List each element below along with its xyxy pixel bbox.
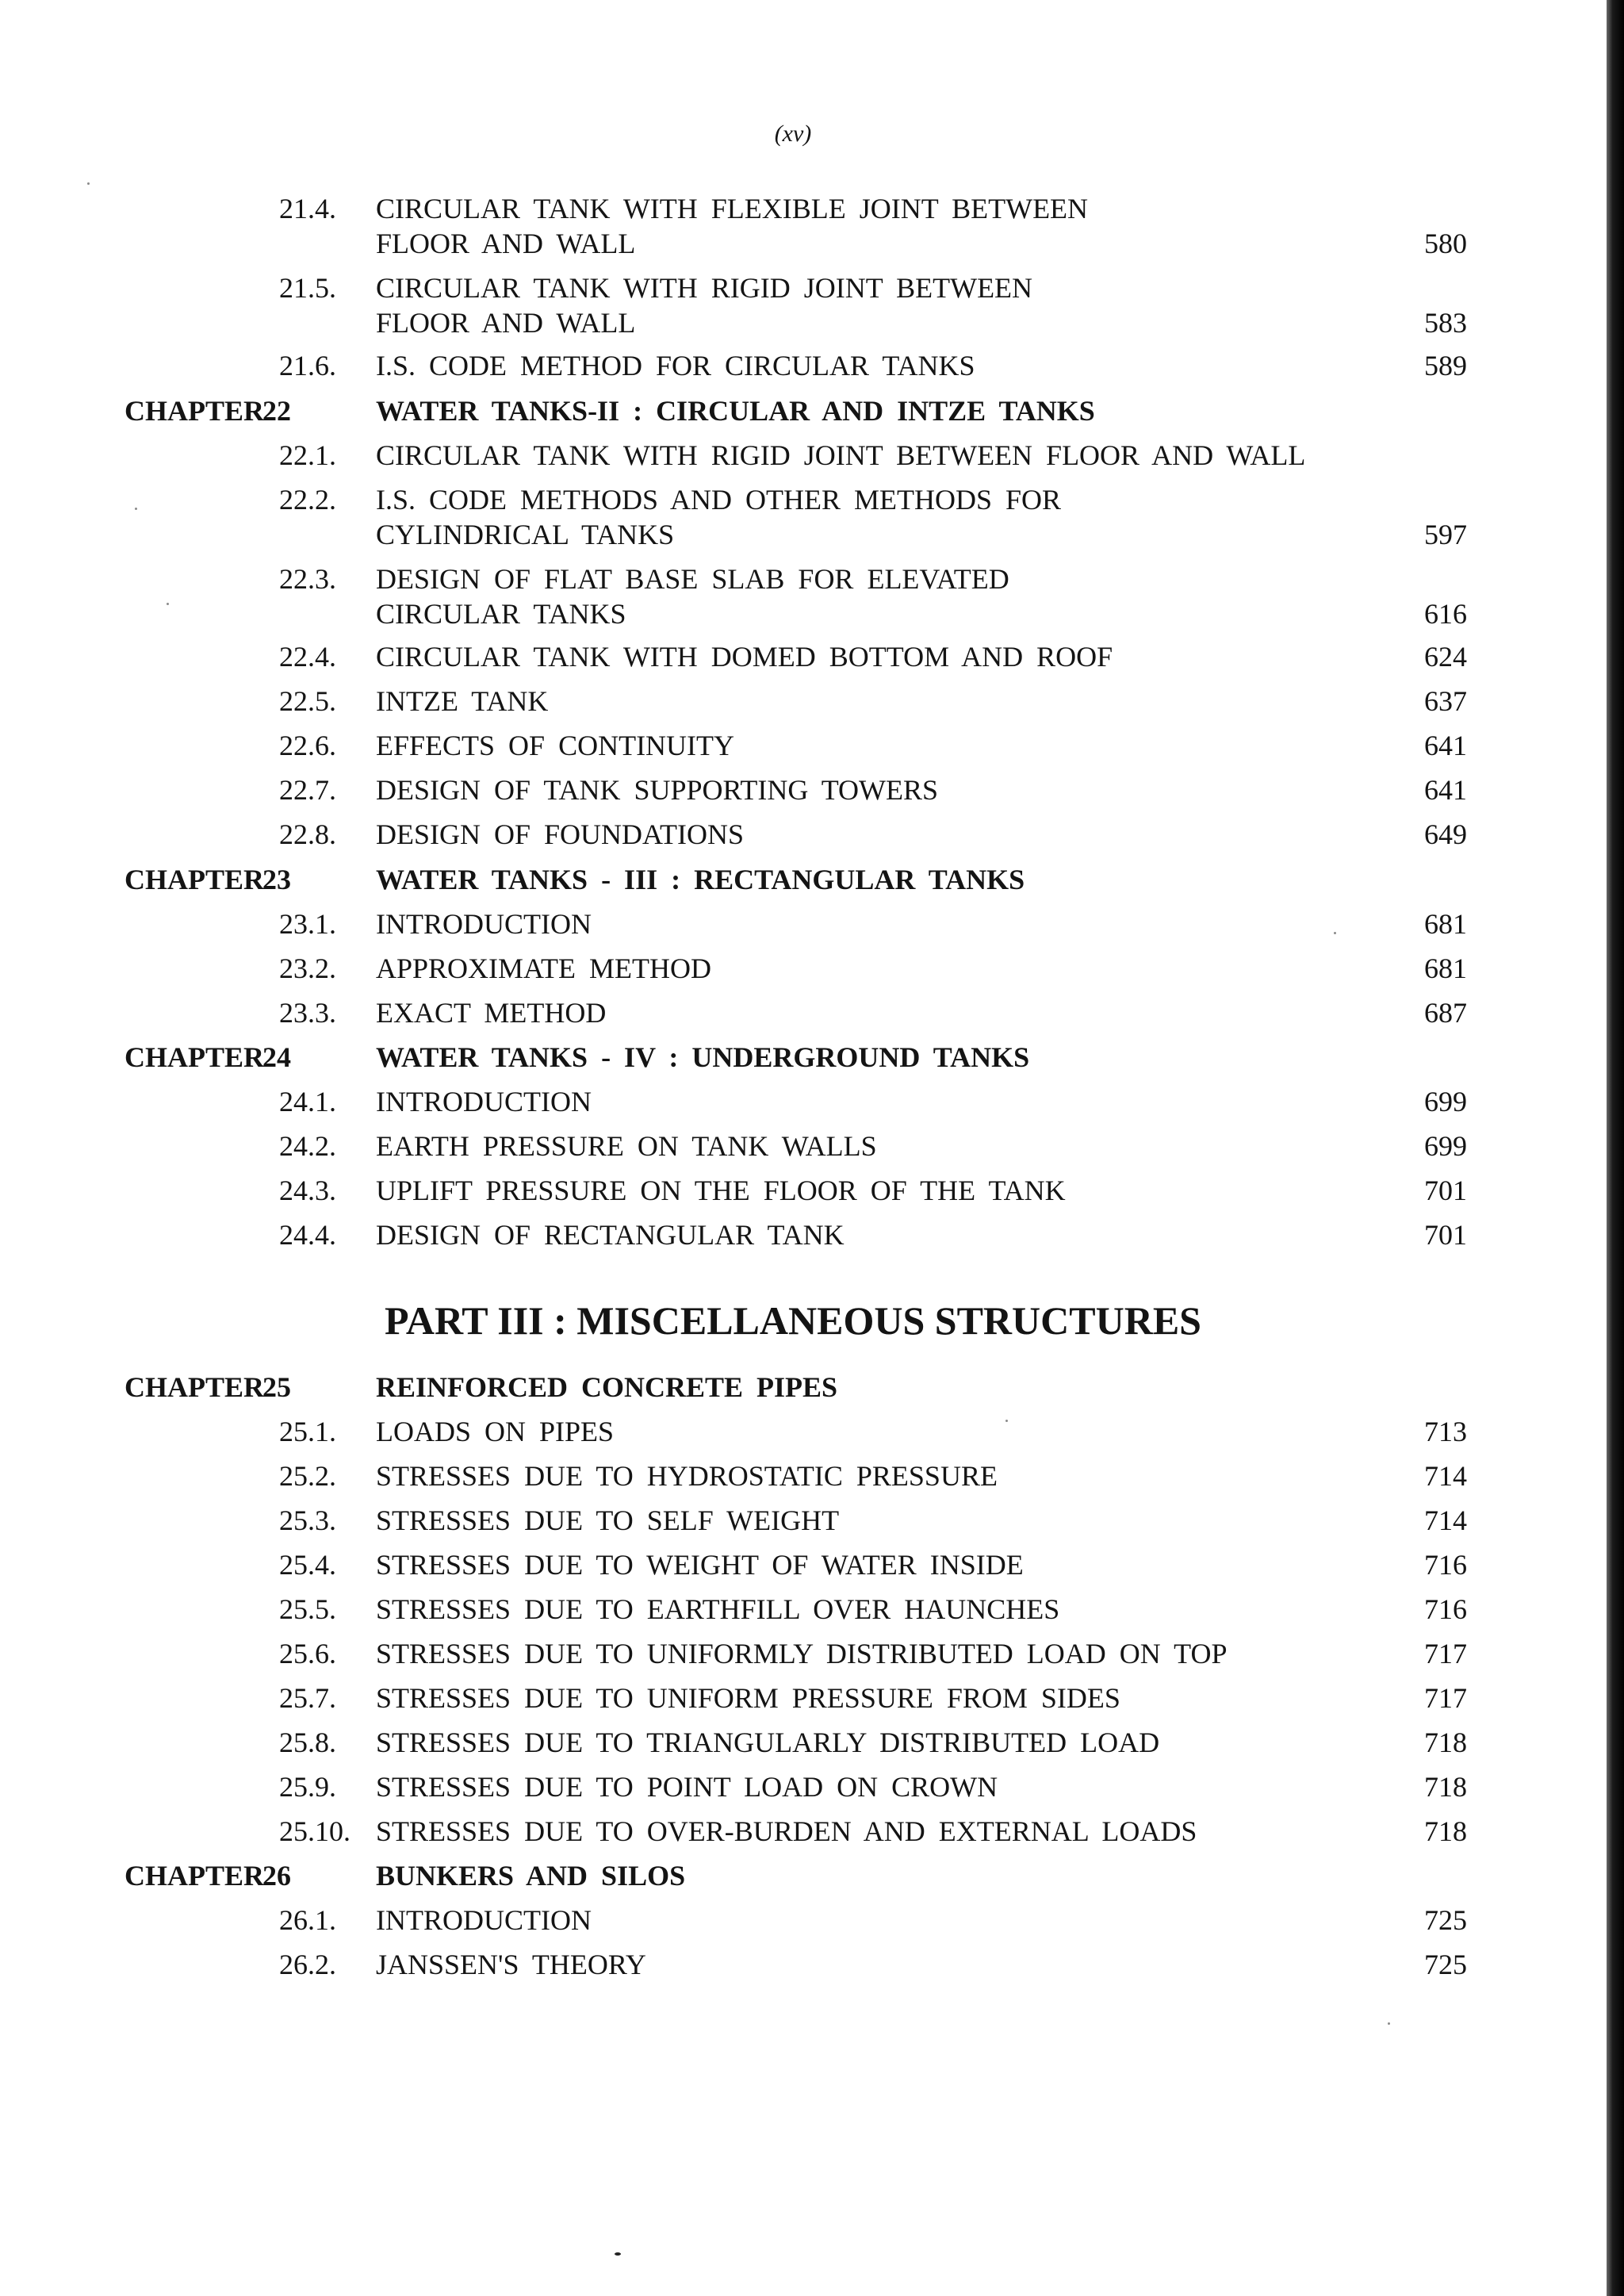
section-number: 25.8. (279, 1727, 336, 1758)
section-number: 22.4. (279, 641, 336, 673)
section-page-number: 641 (1424, 730, 1467, 761)
section-number: 24.2. (279, 1130, 336, 1162)
section-title: STRESSES DUE TO UNIFORM PRESSURE FROM SIDES (376, 1682, 1120, 1714)
section-title: CIRCULAR TANK WITH RIGID JOINT BETWEEN (376, 272, 1033, 304)
section-page-number: 616 (1424, 598, 1467, 630)
section-number: 24.1. (279, 1086, 336, 1117)
section-number: 22.3. (279, 563, 336, 595)
section-title: STRESSES DUE TO POINT LOAD ON CROWN (376, 1771, 998, 1803)
section-number: 22.5. (279, 685, 336, 717)
section-page-number: 589 (1424, 350, 1467, 381)
section-number: 25.10. (279, 1815, 350, 1847)
section-title: STRESSES DUE TO HYDROSTATIC PRESSURE (376, 1460, 998, 1492)
section-page-number: 725 (1424, 1904, 1467, 1936)
section-number: 25.4. (279, 1549, 336, 1581)
section-page-number: 713 (1424, 1416, 1467, 1447)
section-page-number: 649 (1424, 818, 1467, 850)
section-title: EFFECTS OF CONTINUITY (376, 730, 735, 761)
chapter-title: REINFORCED CONCRETE PIPES (376, 1371, 838, 1403)
section-number: 22.7. (279, 774, 336, 806)
section-page-number: 583 (1424, 307, 1467, 339)
section-title: DESIGN OF RECTANGULAR TANK (376, 1219, 845, 1251)
section-title: UPLIFT PRESSURE ON THE FLOOR OF THE TANK (376, 1175, 1066, 1206)
section-title: STRESSES DUE TO SELF WEIGHT (376, 1504, 840, 1536)
section-page-number: 718 (1424, 1727, 1467, 1758)
section-title: I.S. CODE METHOD FOR CIRCULAR TANKS (376, 350, 975, 381)
section-title: JANSSEN'S THEORY (376, 1949, 646, 1980)
chapter-label: CHAPTER (124, 395, 265, 427)
section-page-number: 701 (1424, 1175, 1467, 1206)
chapter-label: CHAPTER (124, 1860, 265, 1892)
section-number: 22.6. (279, 730, 336, 761)
section-title: INTRODUCTION (376, 908, 592, 940)
section-page-number: 597 (1424, 519, 1467, 550)
section-title: DESIGN OF FOUNDATIONS (376, 818, 745, 850)
section-page-number: 714 (1424, 1460, 1467, 1492)
scan-speck (87, 182, 90, 185)
section-title: INTRODUCTION (376, 1904, 592, 1936)
section-title: DESIGN OF TANK SUPPORTING TOWERS (376, 774, 939, 806)
section-number: 25.1. (279, 1416, 336, 1447)
section-page-number: 681 (1424, 953, 1467, 984)
section-number: 24.4. (279, 1219, 336, 1251)
chapter-title: WATER TANKS - III : RECTANGULAR TANKS (376, 864, 1025, 895)
page-number: (xv) (774, 121, 812, 147)
section-title: STRESSES DUE TO OVER-BURDEN AND EXTERNAL LOADS (376, 1815, 1197, 1847)
section-title: STRESSES DUE TO EARTHFILL OVER HAUNCHES (376, 1593, 1060, 1625)
section-title: INTRODUCTION (376, 1086, 592, 1117)
section-page-number: 624 (1424, 641, 1467, 673)
section-title: STRESSES DUE TO WEIGHT OF WATER INSIDE (376, 1549, 1024, 1581)
section-page-number: 699 (1424, 1086, 1467, 1117)
scan-speck (1388, 2022, 1390, 2025)
section-title: LOADS ON PIPES (376, 1416, 615, 1447)
section-page-number: 701 (1424, 1219, 1467, 1251)
section-number: 22.2. (279, 484, 336, 516)
section-number: 24.3. (279, 1175, 336, 1206)
section-number: 23.1. (279, 908, 336, 940)
section-title: CYLINDRICAL TANKS (376, 519, 675, 550)
section-page-number: 725 (1424, 1949, 1467, 1980)
section-number: 21.5. (279, 272, 336, 304)
section-page-number: 716 (1424, 1549, 1467, 1581)
section-title: CIRCULAR TANK WITH RIGID JOINT BETWEEN FLOOR AND WALL (376, 439, 1306, 471)
section-title: INTZE TANK (376, 685, 549, 717)
section-title: FLOOR AND WALL (376, 307, 636, 339)
chapter-label: CHAPTER (124, 1041, 265, 1073)
section-page-number: 717 (1424, 1682, 1467, 1714)
section-page-number: 637 (1424, 685, 1467, 717)
section-number: 26.1. (279, 1904, 336, 1936)
section-page-number: 641 (1424, 774, 1467, 806)
section-number: 25.2. (279, 1460, 336, 1492)
chapter-title: BUNKERS AND SILOS (376, 1860, 686, 1892)
section-number: 26.2. (279, 1949, 336, 1980)
scan-speck (135, 508, 137, 510)
chapter-number: 22 (262, 395, 291, 427)
section-number: 25.9. (279, 1771, 336, 1803)
section-title: CIRCULAR TANK WITH FLEXIBLE JOINT BETWEEN (376, 193, 1089, 224)
section-page-number: 718 (1424, 1771, 1467, 1803)
section-page-number: 699 (1424, 1130, 1467, 1162)
chapter-number: 24 (262, 1041, 291, 1073)
chapter-number: 25 (262, 1371, 291, 1403)
section-number: 22.8. (279, 818, 336, 850)
section-title: STRESSES DUE TO TRIANGULARLY DISTRIBUTED LOAD (376, 1727, 1160, 1758)
scan-speck (1334, 932, 1336, 934)
section-number: 23.2. (279, 953, 336, 984)
section-title: STRESSES DUE TO UNIFORMLY DISTRIBUTED LOAD ON TOP (376, 1638, 1228, 1669)
scan-speck (615, 2252, 621, 2256)
section-title: EXACT METHOD (376, 997, 607, 1029)
section-title: APPROXIMATE METHOD (376, 953, 712, 984)
section-page-number: 687 (1424, 997, 1467, 1029)
section-page-number: 580 (1424, 228, 1467, 259)
section-page-number: 718 (1424, 1815, 1467, 1847)
section-title: DESIGN OF FLAT BASE SLAB FOR ELEVATED (376, 563, 1009, 595)
section-number: 25.7. (279, 1682, 336, 1714)
section-title: I.S. CODE METHODS AND OTHER METHODS FOR (376, 484, 1062, 516)
section-number: 21.6. (279, 350, 336, 381)
section-page-number: 716 (1424, 1593, 1467, 1625)
section-number: 25.3. (279, 1504, 336, 1536)
chapter-label: CHAPTER (124, 1371, 265, 1403)
chapter-number: 23 (262, 864, 291, 895)
chapter-number: 26 (262, 1860, 291, 1892)
section-number: 21.4. (279, 193, 336, 224)
section-number: 22.1. (279, 439, 336, 471)
chapter-label: CHAPTER (124, 864, 265, 895)
section-page-number: 681 (1424, 908, 1467, 940)
chapter-title: WATER TANKS-II : CIRCULAR AND INTZE TANKS (376, 395, 1095, 427)
section-title: CIRCULAR TANK WITH DOMED BOTTOM AND ROOF (376, 641, 1113, 673)
section-title: CIRCULAR TANKS (376, 598, 626, 630)
section-title: EARTH PRESSURE ON TANK WALLS (376, 1130, 877, 1162)
section-page-number: 714 (1424, 1504, 1467, 1536)
part-heading: PART III : MISCELLANEOUS STRUCTURES (385, 1298, 1201, 1343)
section-number: 23.3. (279, 997, 336, 1029)
chapter-title: WATER TANKS - IV : UNDERGROUND TANKS (376, 1041, 1030, 1073)
section-number: 25.5. (279, 1593, 336, 1625)
scan-speck (167, 603, 169, 605)
section-page-number: 717 (1424, 1638, 1467, 1669)
section-title: FLOOR AND WALL (376, 228, 636, 259)
section-number: 25.6. (279, 1638, 336, 1669)
scan-speck (1005, 1420, 1008, 1422)
